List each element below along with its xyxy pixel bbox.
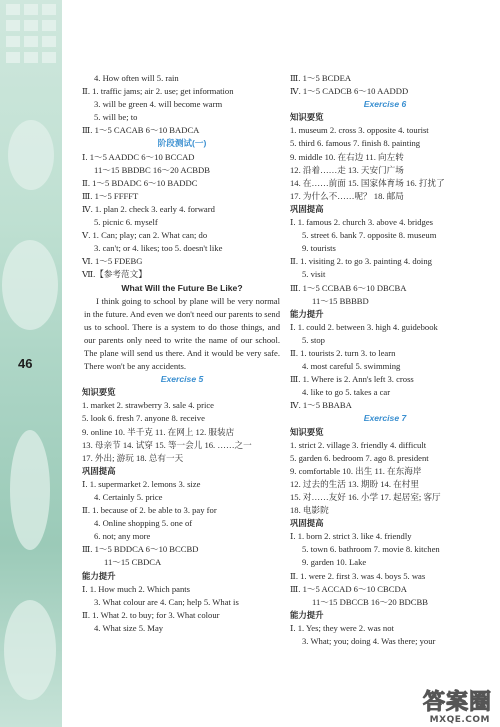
subsection-heading: 巩固提高 (290, 518, 324, 529)
answer-line: Ⅰ. 1. could 2. between 3. high 4. guidebook (290, 321, 438, 332)
answer-line: 11～15 BBDBC 16～20 ACBDB (94, 164, 210, 175)
decor-tile (42, 20, 56, 31)
essay-title: What Will the Future Be Like? (121, 282, 243, 293)
watermark-logo (398, 690, 498, 725)
answer-line: Ⅳ. 1. plan 2. check 3. early 4. forward (82, 203, 215, 214)
subsection-heading: 知识要览 (290, 112, 324, 123)
subsection-heading: 能力提升 (290, 308, 324, 319)
decor-tile (42, 52, 56, 63)
subsection-heading: 巩固提高 (290, 203, 324, 214)
decor-blob (2, 240, 58, 330)
subsection-heading: 能力提升 (82, 570, 116, 581)
answer-line: Ⅰ. 1. supermarket 2. lemons 3. size (82, 478, 201, 489)
left-column (82, 72, 282, 635)
decor-tile (6, 20, 20, 31)
essay-paragraph: I think going to school by plane will be very normal in the future. And even we don't need our parents to send us to school. There is a system to do those things, and our parents only need to write the name of our school. The plane will send us there. And it would be very safe. There won't be any accidents. (84, 295, 280, 372)
answer-line: 11～15 CBDCA (104, 557, 162, 568)
answer-line: 5. garden 6. bedroom 7. ago 8. president (290, 452, 429, 463)
answer-line: 5. will be; to (94, 112, 138, 123)
answer-line: 5. street 6. bank 7. opposite 8. museum (302, 230, 437, 241)
answer-line: 1. strict 2. village 3. friendly 4. difficult (290, 439, 427, 450)
answer-line: Ⅰ. 1. Yes; they were 2. was not (290, 622, 394, 633)
answer-line: 4. most careful 5. swimming (302, 361, 401, 372)
answer-line: 4. Certainly 5. price (94, 492, 163, 502)
answer-line: 5. look 6. fresh 7. anyone 8. receive (82, 413, 205, 424)
answer-line: 1. market 2. strawberry 3. sale 4. price (82, 400, 214, 411)
section-title: Exercise 6 (363, 99, 407, 110)
answer-line: Ⅱ. 1. because of 2. be able to 3. pay for (82, 505, 217, 516)
decor-blob (8, 120, 54, 190)
decor-blob (4, 600, 56, 700)
answer-line: 3. What; you; doing 4. Was there; your (302, 636, 436, 647)
answer-line: 5. stop (302, 334, 325, 345)
answer-line: Ⅲ. 1～5 CACAB 6～10 BADCA (82, 125, 200, 136)
section-title: Exercise 5 (160, 374, 204, 385)
answer-line: Ⅳ. 1～5 CADCB 6～10 AADDD (290, 86, 409, 97)
decor-tile (6, 4, 20, 15)
decor-blob (10, 430, 50, 550)
answer-line: 5. third 6. famous 7. finish 8. painting (290, 138, 421, 149)
answer-line: Ⅰ. 1～5 AADDC 6～10 BCCAD (82, 151, 195, 162)
right-column (290, 72, 480, 648)
answer-line: Ⅲ. 1～5 FFFFT (82, 190, 139, 201)
decor-tile (6, 52, 20, 63)
answer-line: 12. 过去的生活 13. 期盼 14. 在村里 (290, 478, 419, 489)
answer-line: Ⅲ. 1～5 BDDCA 6～10 BCCBD (82, 544, 199, 555)
answer-line: Ⅰ. 1. famous 2. church 3. above 4. bridges (290, 217, 434, 228)
answer-line: Ⅱ. 1. traffic jams; air 2. use; get information (82, 86, 234, 97)
answer-line: 3. can't; or 4. likes; too 5. doesn't like (94, 243, 223, 254)
answer-line: 4. How often will 5. rain (94, 73, 179, 83)
answer-line: 4. like to go 5. takes a car (302, 387, 391, 398)
sample-essay (82, 295, 280, 374)
watermark-url: MXQE.COM (429, 715, 490, 725)
answer-line: 13. 母亲节 14. 试穿 15. 等一会儿 16. ……之一 (82, 439, 252, 450)
answer-line: 15. 对……友好 16. 小学 17. 起居室; 客厅 (290, 492, 441, 502)
answer-line: 3. will be green 4. will become warm (94, 99, 223, 110)
subsection-heading: 知识要览 (290, 426, 324, 437)
answer-line: Ⅲ. 1～5 CCBAB 6～10 DBCBA (290, 282, 407, 293)
section-title: 阶段测试(一) (157, 138, 207, 149)
answer-line: 9. tourists (302, 243, 336, 254)
answer-line: Ⅱ. 1. What 2. to buy; for 3. What colour (82, 609, 220, 620)
answer-line: Ⅲ. 1～5 BCDEA (290, 73, 352, 83)
decor-tile (24, 20, 38, 31)
page-number: 46 (18, 356, 33, 371)
answer-line: Ⅶ.【参考范文】 (82, 269, 147, 280)
answer-line: 11～15 DBCCB 16～20 BDCBB (312, 596, 428, 607)
answer-line: 4. What size 5. May (94, 622, 164, 633)
answer-line: 9. comfortable 10. 出生 11. 在东海岸 (290, 465, 422, 476)
decor-tile (42, 36, 56, 47)
decor-tile (6, 36, 20, 47)
answer-line: Ⅵ. 1～5 FDEBG (82, 256, 143, 267)
answer-line: 17. 外出; 游玩 18. 总有一天 (82, 452, 184, 463)
answer-line: 3. What colour are 4. Can; help 5. What is (94, 596, 239, 607)
answer-line: Ⅱ. 1. were 2. first 3. was 4. boys 5. was (290, 570, 426, 581)
answer-line: Ⅲ. 1～5 ACCAD 6～10 CBCDA (290, 583, 407, 594)
answer-line: 5. town 6. bathroom 7. movie 8. kitchen (302, 544, 440, 555)
answer-line: 17. 为什么不……呢？ 18. 邮局 (290, 190, 404, 201)
answer-line: 9. middle 10. 在右边 11. 向左转 (290, 151, 404, 162)
answer-line: Ⅱ. 1. tourists 2. turn 3. to learn (290, 347, 396, 358)
answer-line: Ⅱ. 1. visiting 2. to go 3. painting 4. doing (290, 256, 432, 267)
answer-line: 4. Online shopping 5. one of (94, 518, 193, 529)
answer-line: Ⅰ. 1. born 2. strict 3. like 4. friendly (290, 531, 412, 542)
decor-tile (42, 4, 56, 15)
section-title: Exercise 7 (363, 413, 407, 424)
watermark-text: 答案圈 (422, 690, 492, 715)
subsection-heading: 能力提升 (290, 609, 324, 620)
answer-line: 11～15 BBBBD (312, 295, 369, 306)
answer-line: Ⅱ. 1～5 BDADC 6～10 BADDC (82, 177, 198, 188)
answer-line: 6. not; any more (94, 531, 151, 542)
answer-line: 5. visit (302, 269, 326, 280)
subsection-heading: 巩固提高 (82, 465, 116, 476)
answer-line: 18. 电影院 (290, 505, 329, 516)
answer-line: Ⅳ. 1～5 BBABA (290, 400, 352, 411)
decor-tile (24, 36, 38, 47)
answer-line: 5. picnic 6. myself (94, 217, 158, 228)
decor-tile (24, 52, 38, 63)
answer-line: 14. 在……前面 15. 国家体育场 16. 打扰了 (290, 177, 445, 188)
answer-line: 9. online 10. 半千克 11. 在网上 12. 服装店 (82, 426, 235, 437)
decor-tile (24, 4, 38, 15)
answer-line: Ⅴ. 1. Can; play; can 2. What can; do (82, 230, 208, 241)
answer-line: 9. garden 10. Lake (302, 557, 367, 568)
answer-line: Ⅲ. 1. Where is 2. Ann's left 3. cross (290, 374, 414, 385)
subsection-heading: 知识要览 (82, 387, 116, 398)
answer-line: Ⅰ. 1. How much 2. Which pants (82, 583, 191, 594)
answer-line: 12. 沿着……走 13. 天安门广场 (290, 164, 404, 175)
answer-line: 1. museum 2. cross 3. opposite 4. tourist (290, 125, 429, 136)
